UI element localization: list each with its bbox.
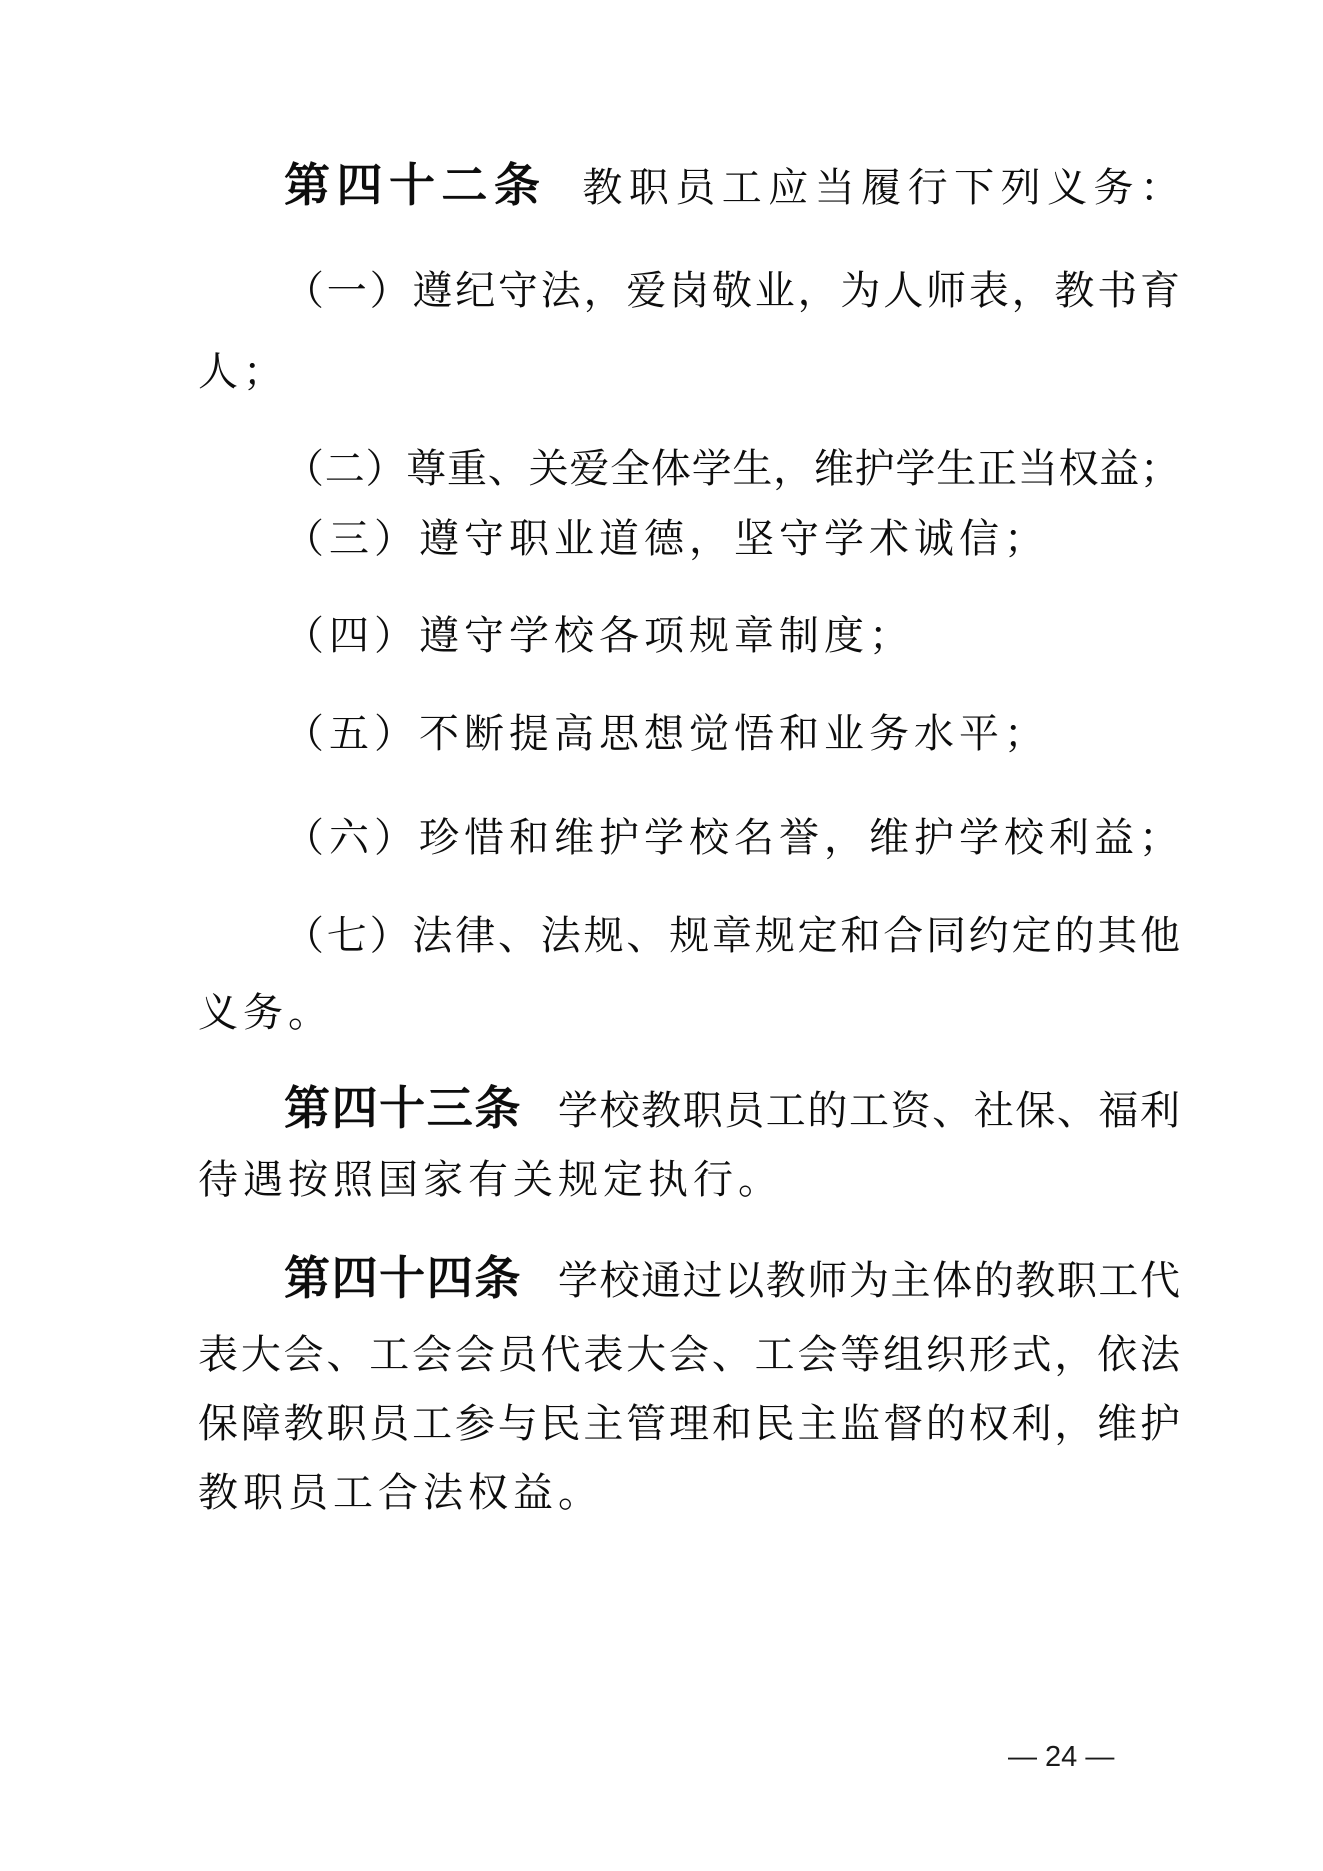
clause-4-line: （四）遵守学校各项规章制度； bbox=[284, 613, 914, 658]
article-43-heading bbox=[198, 1078, 1180, 1142]
article-43-line-2: 待遇按照国家有关规定执行。 bbox=[198, 1157, 783, 1202]
clause-3-line: （三）遵守职业道德，坚守学术诚信； bbox=[284, 516, 1049, 561]
article-44-line-2: 表大会、工会会员代表大会、工会等组织形式，依法 bbox=[198, 1332, 1180, 1377]
article-43-number: 第四十三条 bbox=[284, 1083, 522, 1134]
article-43-text: 学校教职员工的工资、社保、福利 bbox=[557, 1088, 1181, 1133]
article-42-number: 第四十二条 bbox=[284, 160, 547, 211]
clause-1-line-1: （一）遵纪守法，爱岗敬业，为人师表，教书育 bbox=[284, 268, 1180, 313]
clause-6-line: （六）珍惜和维护学校名誉，维护学校利益； bbox=[284, 815, 1184, 860]
clause-2-line: （二）尊重、关爱全体学生，维护学生正当权益； bbox=[284, 446, 1180, 491]
clause-7-line-2: 义务。 bbox=[198, 990, 333, 1035]
article-44-number: 第四十四条 bbox=[284, 1253, 522, 1304]
article-44-text: 学校通过以教师为主体的教职工代 bbox=[557, 1258, 1181, 1303]
clause-7-line-1: （七）法律、法规、规章规定和合同约定的其他 bbox=[284, 913, 1180, 958]
article-44-heading bbox=[198, 1248, 1180, 1312]
article-42-text: 教职员工应当履行下列义务： bbox=[582, 165, 1181, 210]
article-42-heading bbox=[198, 155, 1180, 219]
page-number: — 24 — bbox=[1008, 1741, 1115, 1773]
clause-1-line-2: 人； bbox=[198, 349, 288, 394]
article-44-line-4: 教职员工合法权益。 bbox=[198, 1470, 603, 1515]
article-44-line-3: 保障教职员工参与民主管理和民主监督的权利，维护 bbox=[198, 1401, 1180, 1446]
clause-5-line: （五）不断提高思想觉悟和业务水平； bbox=[284, 711, 1049, 756]
